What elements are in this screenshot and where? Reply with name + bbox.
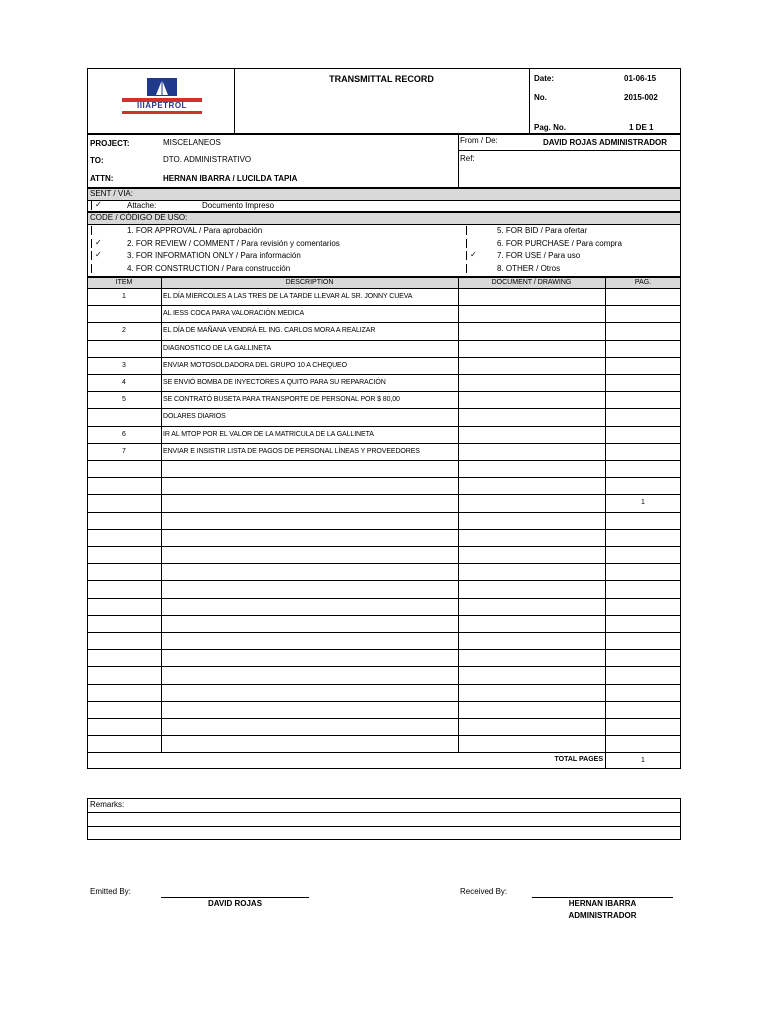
sent-via-label: SENT / VIA: — [90, 189, 133, 198]
header-document: DOCUMENT / DRAWING — [491, 279, 572, 286]
row-line — [87, 460, 681, 461]
row-item-number: 4 — [122, 379, 126, 386]
attach-checkbox[interactable] — [91, 201, 104, 210]
col-line-doc — [605, 277, 606, 769]
info-divider — [458, 134, 459, 188]
row-line — [87, 632, 681, 633]
row-item-number: 1 — [122, 293, 126, 300]
col-line-item — [161, 277, 162, 752]
row-description: IR AL MTOP POR EL VALOR DE LA MATRICULA DE LA GALLINETA — [163, 430, 374, 438]
row-item-number: 2 — [122, 327, 126, 335]
row-line — [87, 598, 681, 599]
row-line — [87, 701, 681, 702]
page-title: TRANSMITTAL RECORD — [329, 74, 434, 84]
row-line — [87, 426, 681, 427]
header-description: DESCRIPTION — [285, 279, 334, 286]
to-label: TO: — [90, 156, 104, 165]
page-number-value: 1 DE 1 — [629, 123, 654, 132]
code-checkbox-right-3[interactable] — [466, 251, 479, 260]
emitted-signature-line — [161, 897, 309, 898]
row-line — [87, 494, 681, 495]
row-line — [87, 374, 681, 375]
to-value: DTO. ADMINISTRATIVO — [163, 155, 252, 164]
check-icon: ✓ — [95, 237, 102, 247]
header-item: ITEM — [115, 279, 133, 286]
row-line — [87, 477, 681, 478]
code-label: CODE / CÓDIGO DE USO: — [90, 213, 188, 222]
emitted-name: DAVID ROJAS — [207, 899, 263, 908]
emitted-by-label: Emitted By: — [90, 887, 131, 896]
code-checkbox-right-1[interactable] — [466, 226, 479, 235]
company-logo — [120, 76, 204, 116]
from-value: DAVID ROJAS ADMINISTRADOR — [543, 138, 668, 147]
code-option-right-4: 8. OTHER / Otros — [497, 263, 561, 273]
row-line — [87, 529, 681, 530]
row-item-number: 7 — [122, 447, 126, 455]
row-line — [87, 546, 681, 547]
attn-value: HERNAN IBARRA / LUCILDA TAPIA — [163, 174, 298, 183]
row-line — [87, 322, 681, 323]
received-name: HERNAN IBARRA — [568, 899, 637, 908]
sent-via-line — [87, 200, 681, 201]
row-description: AL IESS COCA PARA VALORACIÓN MEDICA — [163, 310, 305, 318]
received-role: ADMINISTRADOR — [568, 911, 637, 920]
header-divider-right — [529, 68, 530, 134]
code-option-left-2: 2. FOR REVIEW / COMMENT / Para revisión y comentarios — [127, 238, 340, 248]
code-checkbox-left-3[interactable] — [91, 251, 104, 260]
row-description: EL DÍA DE MAÑANA VENDRÁ EL ING. CARLOS MORA A REALIZAR — [163, 327, 376, 335]
row-line — [87, 408, 681, 409]
code-checkbox-right-2[interactable] — [466, 239, 479, 248]
row-line — [87, 443, 681, 444]
row-line — [87, 580, 681, 581]
code-option-left-1: 1. FOR APPROVAL / Para aprobación — [127, 226, 263, 235]
remarks-label: Remarks: — [90, 800, 125, 809]
row-line — [87, 391, 681, 392]
code-checkbox-right-4[interactable] — [466, 264, 479, 273]
row-line — [87, 563, 681, 564]
date-value: 01-06-15 — [624, 74, 657, 83]
row-item-number: 6 — [122, 430, 126, 438]
row-line — [87, 340, 681, 341]
check-icon: ✓ — [470, 250, 477, 259]
code-checkbox-left-4[interactable] — [91, 264, 104, 273]
row-description: ENVIAR E INSISTIR LISTA DE PAGOS DE PERSONAL LÍNEAS Y PROVEEDORES — [163, 447, 420, 455]
number-label: No. — [534, 93, 547, 102]
attn-label: ATTN: — [90, 174, 114, 183]
number-value: 2015-002 — [624, 93, 658, 102]
received-signature-line — [532, 897, 673, 898]
check-icon: ✓ — [95, 250, 102, 259]
page-number-label: Pag. No. — [534, 123, 567, 132]
date-label: Date: — [534, 74, 555, 83]
row-line — [87, 684, 681, 685]
total-pages-label: TOTAL PAGES — [554, 756, 603, 764]
row-description: ENVIAR MOTOSOLDADORA DEL GRUPO 10 A CHEQUEO — [163, 361, 347, 369]
row-line — [87, 649, 681, 650]
project-label: PROJECT: — [90, 139, 130, 148]
row-description: DIAGNOSTICO DE LA GALLINETA — [163, 344, 272, 352]
col-line-desc — [458, 277, 459, 752]
code-checkbox-left-1[interactable] — [91, 226, 104, 235]
code-checkbox-left-2[interactable] — [91, 239, 104, 248]
row-line — [87, 357, 681, 358]
row-item-number: 5 — [122, 396, 126, 404]
code-option-left-3: 3. FOR INFORMATION ONLY / Para información — [127, 251, 301, 260]
received-by-label: Received By: — [460, 887, 508, 896]
code-header-line — [87, 224, 681, 225]
row-description: EL DÍA MIERCOLES A LAS TRES DE LA TARDE LLEVAR AL SR. JONNY CUEVA — [163, 293, 413, 300]
row-line — [87, 735, 681, 736]
row-line — [87, 666, 681, 667]
row-line — [87, 752, 681, 753]
row-description: SE CONTRATÓ BUSETA PARA TRANSPORTE DE PERSONAL POR $ 80,00 — [163, 396, 400, 404]
logo-text: IIIAPETROL — [137, 101, 187, 110]
code-option-left-4: 4. FOR CONSTRUCTION / Para construcción — [127, 263, 291, 273]
row-line — [87, 512, 681, 513]
row-description: SE ENVIÓ BOMBA DE INYECTORES A QUITO PARA SU REPARACIÓN — [163, 379, 386, 386]
check-icon: ✓ — [95, 200, 102, 209]
code-option-right-1: 5. FOR BID / Para ofertar — [497, 226, 588, 235]
ref-label: Ref: — [460, 154, 475, 163]
row-line — [87, 305, 681, 306]
row-description: DOLARES DIARIOS — [163, 413, 226, 421]
row-line — [87, 615, 681, 616]
row-line — [87, 718, 681, 719]
attach-label: Attache: — [127, 201, 157, 210]
row-item-number: 3 — [122, 361, 126, 369]
info-row-line — [458, 150, 681, 151]
remarks-line-2 — [87, 826, 681, 827]
code-option-right-3: 7. FOR USE / Para uso — [497, 251, 581, 260]
remarks-line-1 — [87, 812, 681, 813]
total-pages-value: 1 — [641, 757, 645, 765]
header-line — [87, 288, 681, 289]
project-value: MISCELANEOS — [163, 138, 221, 147]
remarks-block — [87, 798, 681, 840]
row-page: 1 — [641, 499, 645, 507]
code-option-right-2: 6. FOR PURCHASE / Para compra — [497, 238, 622, 248]
header-pag: PAG. — [634, 279, 652, 286]
from-label: From / De: — [460, 136, 498, 145]
attach-value: Documento Impreso — [202, 201, 275, 210]
